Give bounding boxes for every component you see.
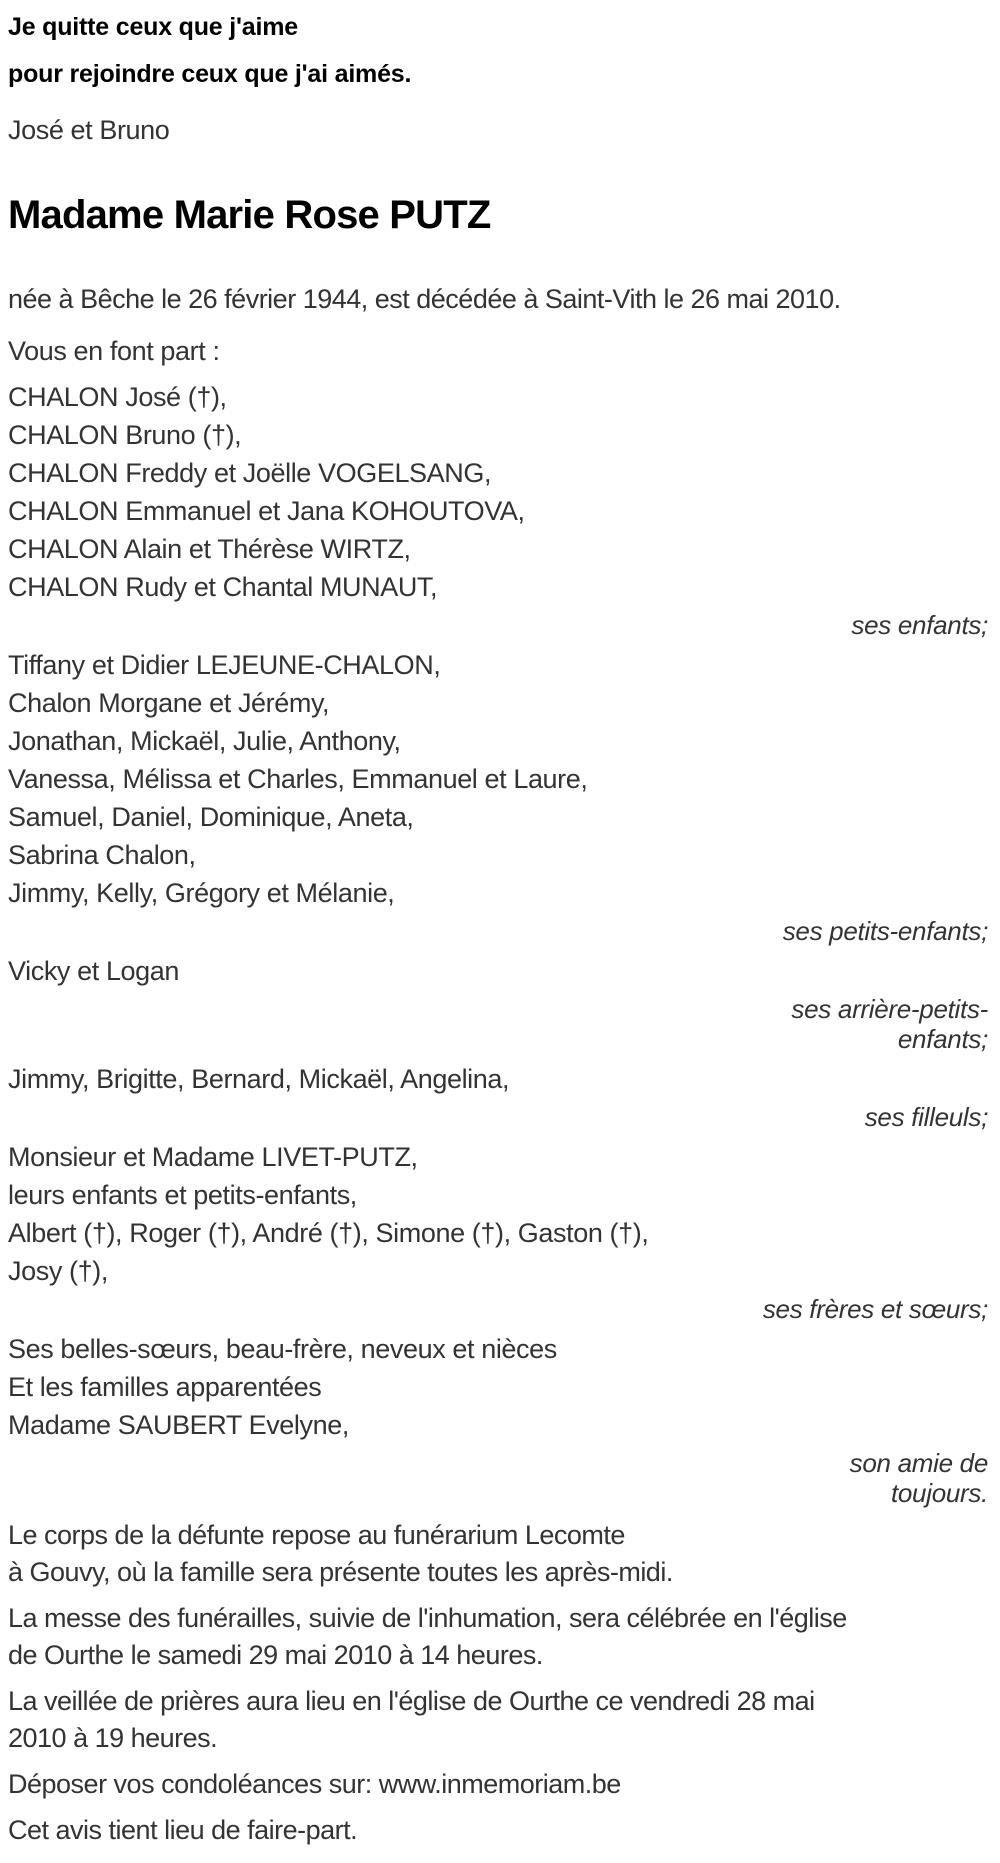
family-members-block <box>8 1330 988 1444</box>
funeral-detail-paragraph <box>8 1683 988 1757</box>
paragraph-line: de Ourthe le samedi 29 mai 2010 à 14 heures. <box>8 1640 543 1670</box>
family-member-line: CHALON Rudy et Chantal MUNAUT, <box>8 572 438 602</box>
relation-label-line: ses arrière-petits- <box>791 994 988 1024</box>
funeral-details-section <box>8 1517 988 1757</box>
family-member-line: Vanessa, Mélissa et Charles, Emmanuel et Laure, <box>8 764 588 794</box>
family-members-block <box>8 378 988 606</box>
dedication: José et Bruno <box>8 115 170 145</box>
condolences-prefix: Déposer vos condoléances sur: <box>8 1769 379 1799</box>
family-member-line: CHALON Freddy et Joëlle VOGELSANG, <box>8 458 492 488</box>
page-title-deceased-name: Madame Marie Rose PUTZ <box>8 193 491 237</box>
announcement-intro: Vous en font part : <box>8 336 220 366</box>
paragraph-line: 2010 à 19 heures. <box>8 1723 218 1753</box>
family-member-line: Ses belles-sœurs, beau-frère, neveux et nièces <box>8 1334 557 1364</box>
funeral-detail-paragraph <box>8 1600 988 1674</box>
family-member-line: CHALON Bruno (†), <box>8 420 242 450</box>
relation-label <box>733 1448 988 1508</box>
epitaph-line-2: pour rejoindre ceux que j'ai aimés. <box>8 60 412 88</box>
family-member-line: CHALON José (†), <box>8 382 227 412</box>
birth-death-dates: née à Bêche le 26 février 1944, est décédée à Saint-Vith le 26 mai 2010. <box>8 284 841 314</box>
relation-label-line: enfants; <box>897 1024 988 1054</box>
family-member-line: Jimmy, Kelly, Grégory et Mélanie, <box>8 878 395 908</box>
family-member-line: CHALON Alain et Thérèse WIRTZ, <box>8 534 411 564</box>
family-member-line: Albert (†), Roger (†), André (†), Simone (†), Gaston (†), <box>8 1218 649 1248</box>
family-member-line: Vicky et Logan <box>8 956 180 986</box>
family-members-block <box>8 1060 988 1098</box>
family-member-line: Jimmy, Brigitte, Bernard, Mickaël, Angelina, <box>8 1064 510 1094</box>
relation-label-line: toujours. <box>890 1478 988 1508</box>
relation-label-line: ses frères et sœurs; <box>762 1294 988 1324</box>
relation-label-line: ses petits-enfants; <box>782 916 988 946</box>
epitaph-line-1: Je quitte ceux que j'aime <box>8 13 298 41</box>
family-members-block <box>8 646 988 912</box>
family-member-line: leurs enfants et petits-enfants, <box>8 1180 357 1210</box>
family-member-line: Tiffany et Didier LEJEUNE-CHALON, <box>8 650 441 680</box>
family-members-block <box>8 1138 988 1290</box>
family-member-line: Josy (†), <box>8 1256 108 1286</box>
paragraph-line: à Gouvy, où la famille sera présente toutes les après-midi. <box>8 1557 673 1587</box>
relation-label <box>733 916 988 946</box>
relation-label <box>733 994 988 1054</box>
condolences-paragraph <box>8 1766 988 1803</box>
family-member-line: CHALON Emmanuel et Jana KOHOUTOVA, <box>8 496 525 526</box>
condolences-website-link[interactable]: www.inmemoriam.be <box>378 1769 621 1799</box>
relation-label-line: ses enfants; <box>851 610 988 640</box>
paragraph-line: La messe des funérailles, suivie de l'inhumation, sera célébrée en l'église <box>8 1603 847 1633</box>
paragraph-line: Le corps de la défunte repose au funérarium Lecomte <box>8 1520 625 1550</box>
family-member-line: Et les familles apparentées <box>8 1372 322 1402</box>
family-groups-section <box>8 378 988 1508</box>
relation-label <box>733 1294 988 1324</box>
family-member-line: Monsieur et Madame LIVET-PUTZ, <box>8 1142 418 1172</box>
funeral-detail-paragraph <box>8 1517 988 1591</box>
family-member-line: Samuel, Daniel, Dominique, Aneta, <box>8 802 414 832</box>
family-members-block <box>8 952 988 990</box>
family-member-line: Sabrina Chalon, <box>8 840 196 870</box>
family-member-line: Madame SAUBERT Evelyne, <box>8 1410 349 1440</box>
family-member-line: Chalon Morgane et Jérémy, <box>8 688 330 718</box>
family-member-line: Jonathan, Mickaël, Julie, Anthony, <box>8 726 401 756</box>
paragraph-line: La veillée de prières aura lieu en l'église de Ourthe ce vendredi 28 mai <box>8 1686 815 1716</box>
relation-label-line: ses filleuls; <box>864 1102 988 1132</box>
relation-label <box>733 1102 988 1132</box>
epitaph <box>8 4 988 98</box>
relation-label-line: son amie de <box>849 1448 988 1478</box>
closing-statement: Cet avis tient lieu de faire-part. <box>8 1815 358 1845</box>
relation-label <box>733 610 988 640</box>
